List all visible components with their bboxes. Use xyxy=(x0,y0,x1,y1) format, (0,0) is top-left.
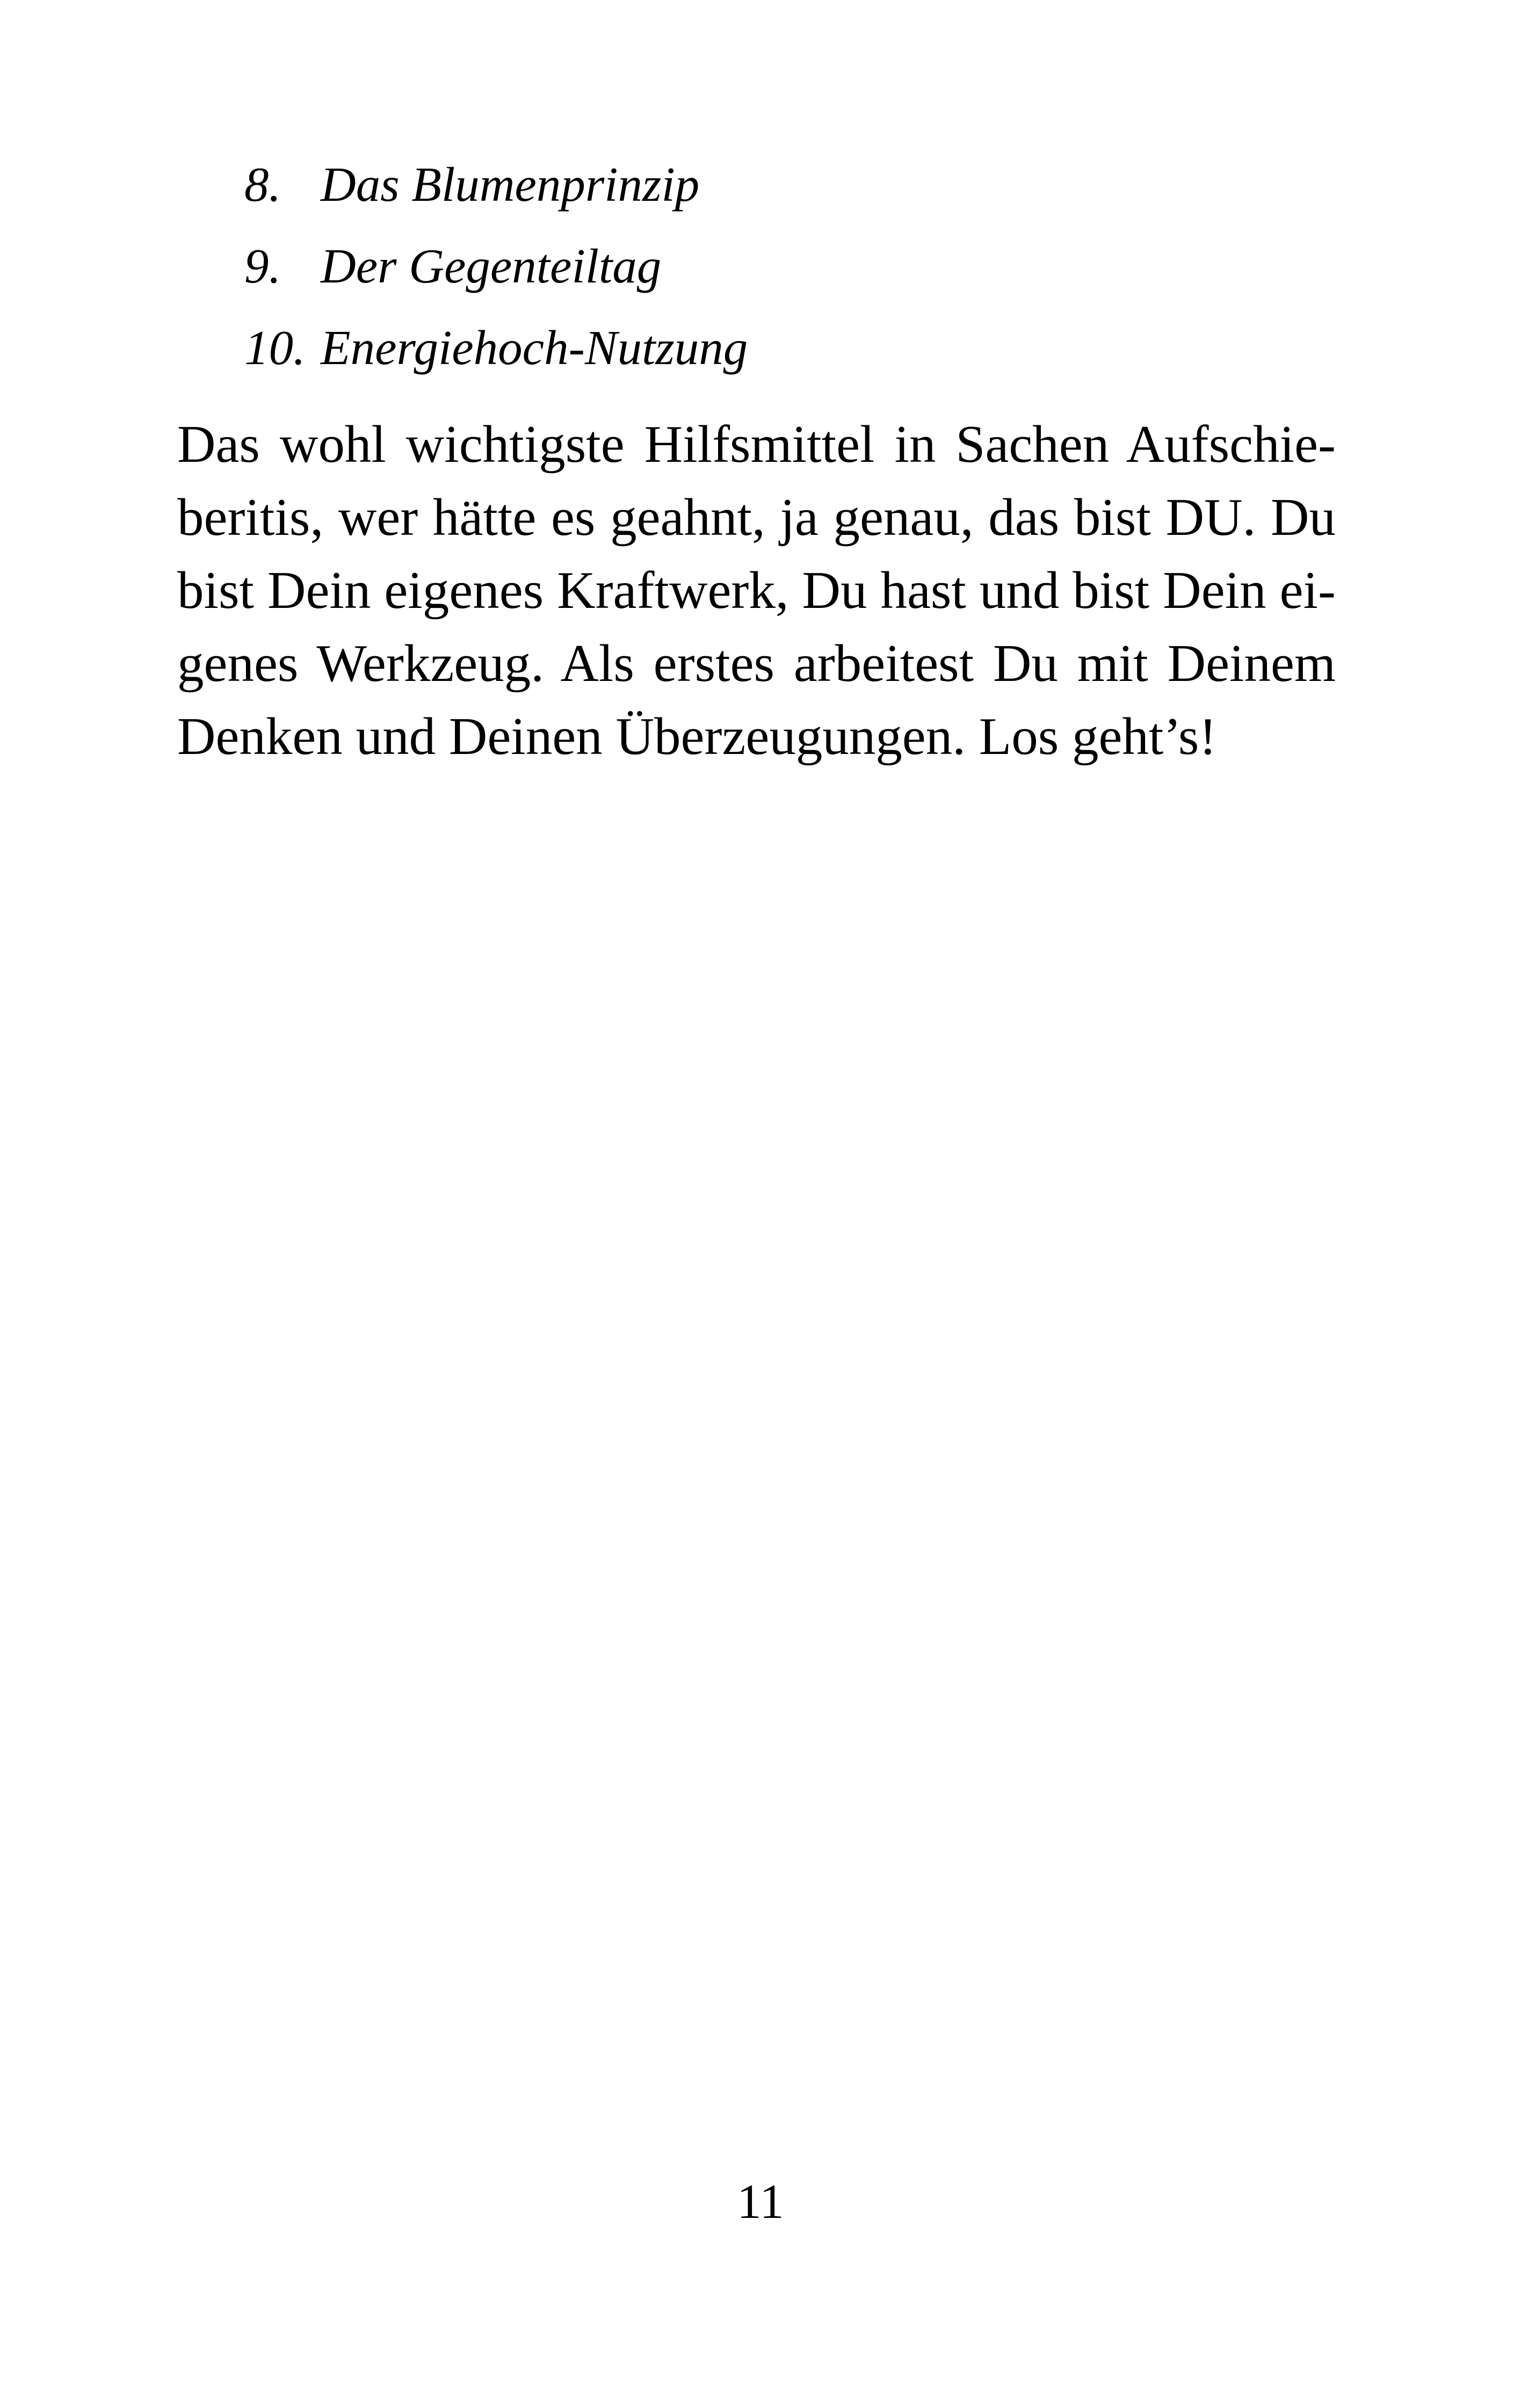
paragraph-line: genes Werkzeug. Als erstes arbeitest Du mit Deinem xyxy=(177,634,1336,693)
list-item xyxy=(244,307,1372,389)
list-item-text: Der Gegenteiltag xyxy=(321,239,662,293)
list-item-text: Das Blumenprinzip xyxy=(321,157,700,212)
paragraph-line: bist Dein eigenes Kraftwerk, Du hast und bist Dein ei- xyxy=(177,561,1336,620)
list-item-text: Energiehoch-Nutzung xyxy=(321,321,748,375)
method-list xyxy=(244,144,1372,389)
page-number: 11 xyxy=(737,2174,784,2229)
paragraph-line: beritis, wer hätte es geahnt, ja genau, das bist DU. Du xyxy=(177,488,1336,547)
paragraph-line: Das wohl wichtigste Hilfsmittel in Sachen Aufschie- xyxy=(177,415,1336,474)
list-item xyxy=(244,226,1372,307)
paragraph-line: Denken und Deinen Überzeugungen. Los geht’s! xyxy=(177,707,1217,766)
list-item xyxy=(244,144,1372,226)
list-item-number: 10. xyxy=(244,321,306,375)
list-item-number: 8. xyxy=(244,157,281,212)
list-item-number: 9. xyxy=(244,239,281,293)
body-paragraph xyxy=(177,408,1336,773)
